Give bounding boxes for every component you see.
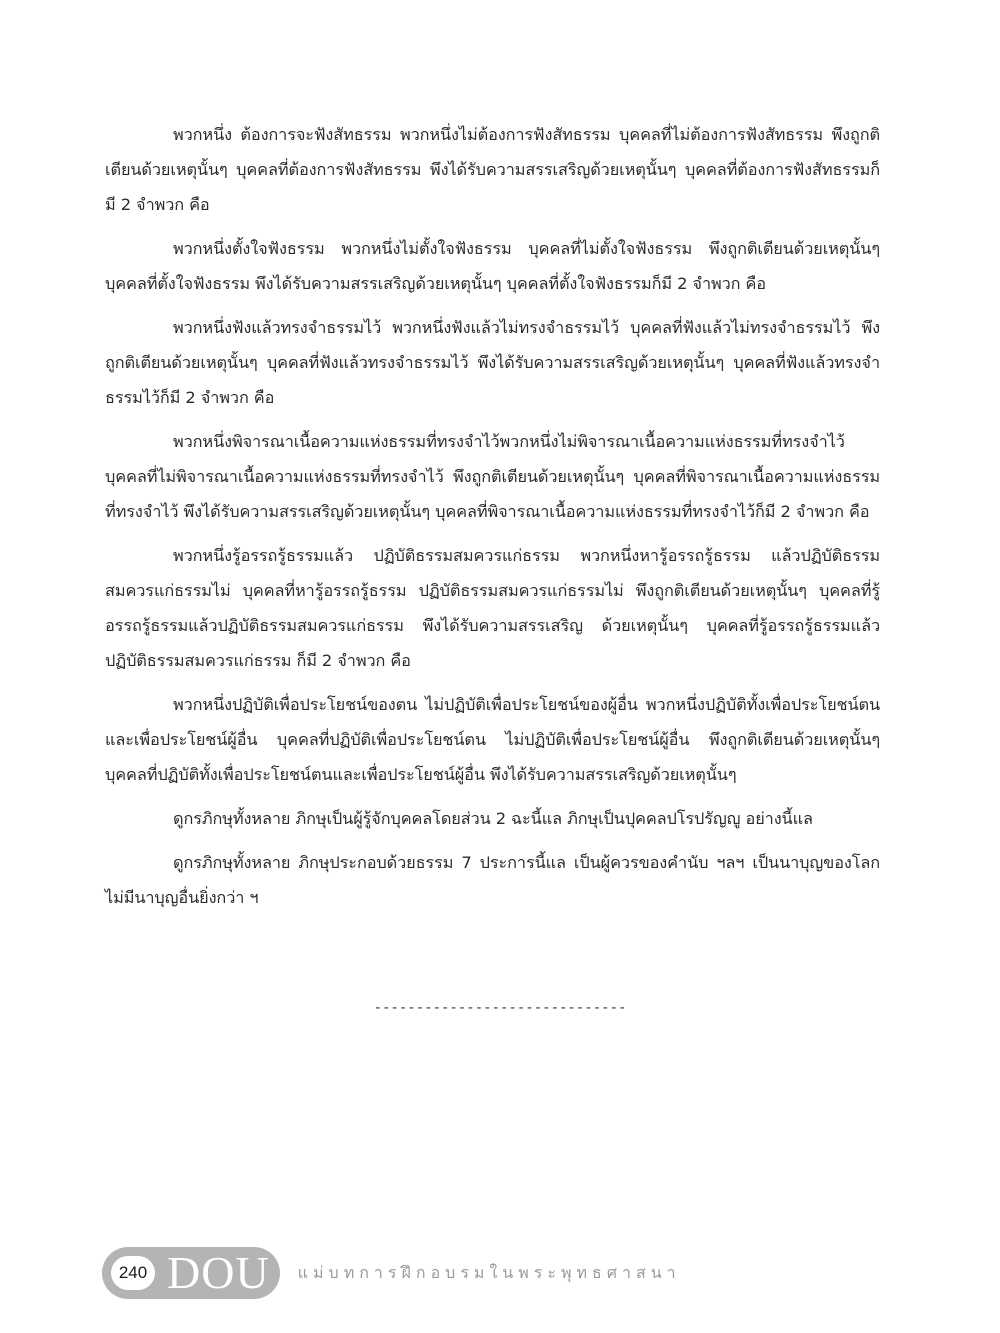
paragraph-2: พวกหนึ่งตั้งใจฟังธรรม พวกหนึ่งไม่ตั้งใจฟังธรรม บุคคลที่ไม่ตั้งใจฟังธรรม พึงถูกติเตียนด้วยเหตุนั้นๆ บุคคลที่ตั้งใจฟังธรรม พึงได้รับความสรรเสริญด้วยเหตุนั้นๆ บุคคลที่ตั้งใจฟังธรรมก็มี 2 จำพวก คือ [105, 239, 880, 293]
paragraph-6: พวกหนึ่งปฏิบัติเพื่อประโยชน์ของตน ไม่ปฏิบัติเพื่อประโยชน์ของผู้อื่น พวกหนึ่งปฏิบัติทั้งเพื่อประโยชน์ตนและเพื่อประโยชน์ผู้อื่น บุคคลที่ปฏิบัติเพื่อประโยชน์ตน ไม่ปฏิบัติเพื่อประโยชน์ผู้อื่น พึงถูกติเตียนด้วยเหตุนั้นๆ บุคคลที่ปฏิบัติทั้งเพื่อประโยชน์ตนและเพื่อประโยชน์ผู้อื่น พึงได้รับความสรรเสริญด้วยเหตุนั้นๆ [105, 695, 880, 784]
page-body [105, 117, 880, 924]
book-title: แม่บทการฝึกอบรมในพระพุทธศาสนา [297, 1262, 681, 1282]
footer-pill [102, 1247, 280, 1299]
section-divider: ------------------------------ [373, 1000, 627, 1016]
paragraph-5: พวกหนึ่งรู้อรรถรู้ธรรมแล้ว ปฏิบัติธรรมสมควรแก่ธรรม พวกหนึ่งหารู้อรรถรู้ธรรม แล้วปฏิบัติธรรมสมควรแก่ธรรมไม่ บุคคลที่หารู้อรรถรู้ธรรม ปฏิบัติธรรมสมควรแก่ธรรมไม่ พึงถูกติเตียนด้วยเหตุนั้นๆ บุคคลที่รู้อรรถรู้ธรรมแล้วปฏิบัติธรรมสมควรแก่ธรรม พึงได้รับความสรรเสริญ ด้วยเหตุนั้นๆ บุคคลที่รู้อรรถรู้ธรรมแล้วปฏิบัติธรรมสมควรแก่ธรรม ก็มี 2 จำพวก คือ [105, 546, 880, 670]
dou-logo: DOU [167, 1247, 270, 1298]
paragraph-4: พวกหนึ่งพิจารณาเนื้อความแห่งธรรมที่ทรงจำไว้พวกหนึ่งไม่พิจารณาเนื้อความแห่งธรรมที่ทรงจำไว้ บุคคลที่ไม่พิจารณาเนื้อความแห่งธรรมที่ทรงจำไว้ พึงถูกติเตียนด้วยเหตุนั้นๆ บุคคลที่พิจารณาเนื้อความแห่งธรรมที่ทรงจำไว้ พึงได้รับความสรรเสริญด้วยเหตุนั้นๆ บุคคลที่พิจารณาเนื้อความแห่งธรรมที่ทรงจำไว้ก็มี 2 จำพวก คือ [105, 432, 880, 521]
page-footer [102, 1247, 681, 1299]
paragraph-8: ดูกรภิกษุทั้งหลาย ภิกษุประกอบด้วยธรรม 7 ประการนี้แล เป็นผู้ควรของคำนับ ฯลฯ เป็นนาบุญของโลก ไม่มีนาบุญอื่นยิ่งกว่า ฯ [105, 853, 880, 907]
paragraph-1: พวกหนึ่ง ต้องการจะฟังสัทธรรม พวกหนึ่งไม่ต้องการฟังสัทธรรม บุคคลที่ไม่ต้องการฟังสัทธรรม พึงถูกติเตียนด้วยเหตุนั้นๆ บุคคลที่ต้องการฟังสัทธรรม พึงได้รับความสรรเสริญด้วยเหตุนั้นๆ บุคคลที่ต้องการฟังสัทธรรมก็มี 2 จำพวก คือ [105, 125, 880, 214]
page-number: 240 [111, 1256, 155, 1290]
paragraph-7: ดูกรภิกษุทั้งหลาย ภิกษุเป็นผู้รู้จักบุคคลโดยส่วน 2 ฉะนี้แล ภิกษุเป็นปุคคลปโรปรัญญู อย่างนี้แล [173, 809, 813, 828]
paragraph-3: พวกหนึ่งฟังแล้วทรงจำธรรมไว้ พวกหนึ่งฟังแล้วไม่ทรงจำธรรมไว้ บุคคลที่ฟังแล้วไม่ทรงจำธรรมไว้ พึงถูกติเตียนด้วยเหตุนั้นๆ บุคคลที่ฟังแล้วทรงจำธรรมไว้ พึงได้รับความสรรเสริญด้วยเหตุนั้นๆ บุคคลที่ฟังแล้วทรงจำธรรมไว้ก็มี 2 จำพวก คือ [105, 318, 880, 407]
